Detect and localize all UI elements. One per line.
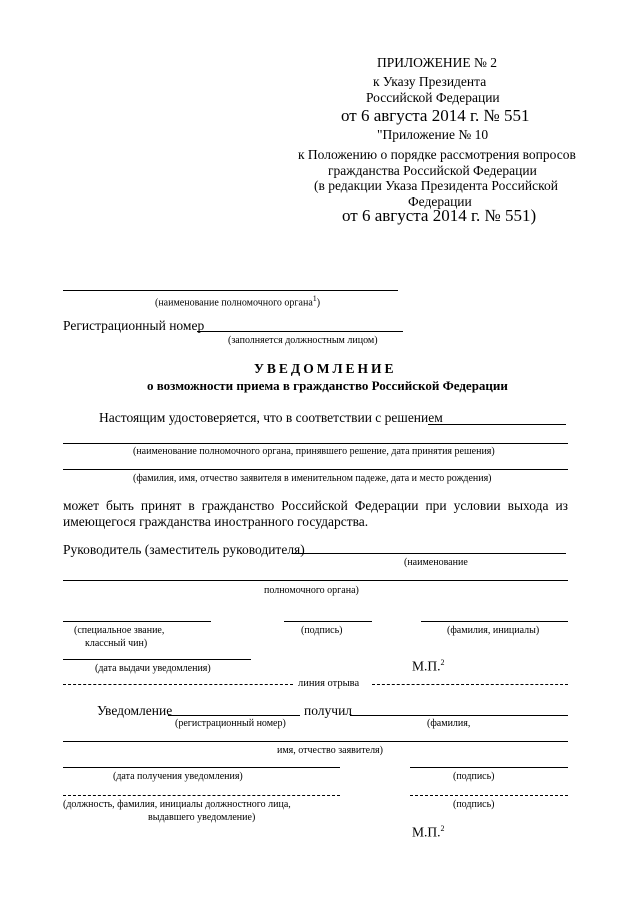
appendix-number: ПРИЛОЖЕНИЕ № 2 xyxy=(377,55,498,70)
rank-field[interactable] xyxy=(63,621,211,622)
fio-field[interactable] xyxy=(421,621,568,622)
head-label: Руководитель (заместитель руководителя) xyxy=(63,542,305,557)
authority-field[interactable] xyxy=(63,290,398,291)
signature-field[interactable] xyxy=(284,621,372,622)
regulation-line-4: Федерации xyxy=(408,194,472,209)
stub-signature-field-2[interactable] xyxy=(410,795,568,796)
stub-official-caption-1: (должность, фамилия, инициалы должностного лица, xyxy=(63,799,291,810)
stub-stamp-mark: М.П.$^2$ xyxy=(412,824,445,840)
tear-line-right xyxy=(372,684,568,685)
issue-date-caption: (дата выдачи уведомления) xyxy=(95,663,211,674)
regulation-date: от 6 августа 2014 г. № 551) xyxy=(342,206,537,225)
body-line-1: может быть принят в гражданство Российской Федерации при условии выхода из xyxy=(63,498,568,513)
regulation-line-3: (в редакции Указа Президента Российской xyxy=(314,178,558,193)
rank-caption-1: (специальное звание, xyxy=(74,625,165,636)
stub-reg-number-caption: (регистрационный номер) xyxy=(175,718,286,729)
form-title: УВЕДОМЛЕНИЕ xyxy=(254,361,397,376)
decree-country: Российской Федерации xyxy=(366,90,500,105)
stub-signature-field-1[interactable] xyxy=(410,767,568,768)
stub-receipt-date-caption: (дата получения уведомления) xyxy=(113,771,243,782)
head-name-field[interactable] xyxy=(293,553,566,554)
stamp-mark: М.П.$^2$ xyxy=(412,658,445,674)
decree-date: от 6 августа 2014 г. № 551 xyxy=(341,106,530,125)
stub-received-label: получил xyxy=(304,703,353,718)
stub-official-caption-2: выдавшего уведомление) xyxy=(148,812,256,823)
stub-signature-caption-1: (подпись) xyxy=(453,771,495,782)
decision-field[interactable] xyxy=(428,424,566,425)
body-line-2: имеющегося гражданства иностранного государства. xyxy=(63,514,369,529)
stub-signature-caption-2: (подпись) xyxy=(453,799,495,810)
rank-caption-2: классный чин) xyxy=(85,638,148,649)
regulation-line-1: к Положению о порядке рассмотрения вопросов xyxy=(298,147,576,162)
certify-text: Настоящим удостоверяется, что в соответствии с решением xyxy=(99,410,443,425)
tear-line-left xyxy=(63,684,293,685)
decision-caption: (наименование полномочного органа, принявшего решение, дата принятия решения) xyxy=(133,446,495,457)
applicant-line[interactable] xyxy=(63,469,568,470)
stub-name-line[interactable] xyxy=(63,741,568,742)
stub-surname-field[interactable] xyxy=(350,715,568,716)
signature-caption: (подпись) xyxy=(301,625,343,636)
stub-receipt-date-field[interactable] xyxy=(63,767,340,768)
issue-date-field[interactable] xyxy=(63,659,251,660)
authority-line-2[interactable] xyxy=(63,580,568,581)
form-subtitle: о возможности приема в гражданство Российской Федерации xyxy=(147,378,508,393)
authority-caption: (наименование полномочного органа$^1$) xyxy=(155,294,321,309)
stub-official-field[interactable] xyxy=(63,795,340,796)
fio-caption: (фамилия, инициалы) xyxy=(447,625,540,636)
reg-number-label: Регистрационный номер xyxy=(63,318,205,333)
appendix-10: "Приложение № 10 xyxy=(377,127,489,142)
stub-reg-number-field[interactable] xyxy=(168,715,300,716)
stub-name-caption: имя, отчество заявителя) xyxy=(277,745,383,756)
decree-ref: к Указу Президента xyxy=(373,74,487,89)
stub-surname-caption: (фамилия, xyxy=(427,718,471,729)
regulation-line-2: гражданства Российской Федерации xyxy=(328,163,537,178)
decision-line[interactable] xyxy=(63,443,568,444)
name-caption-2: полномочного органа) xyxy=(264,585,359,596)
applicant-caption: (фамилия, имя, отчество заявителя в именительном падеже, дата и место рождения) xyxy=(133,473,492,484)
stub-notice-label: Уведомление xyxy=(97,703,173,718)
reg-number-field[interactable] xyxy=(197,331,403,332)
tear-line-label: линия отрыва xyxy=(298,678,360,689)
name-caption-1: (наименование xyxy=(404,557,468,568)
reg-number-caption: (заполняется должностным лицом) xyxy=(228,335,378,346)
